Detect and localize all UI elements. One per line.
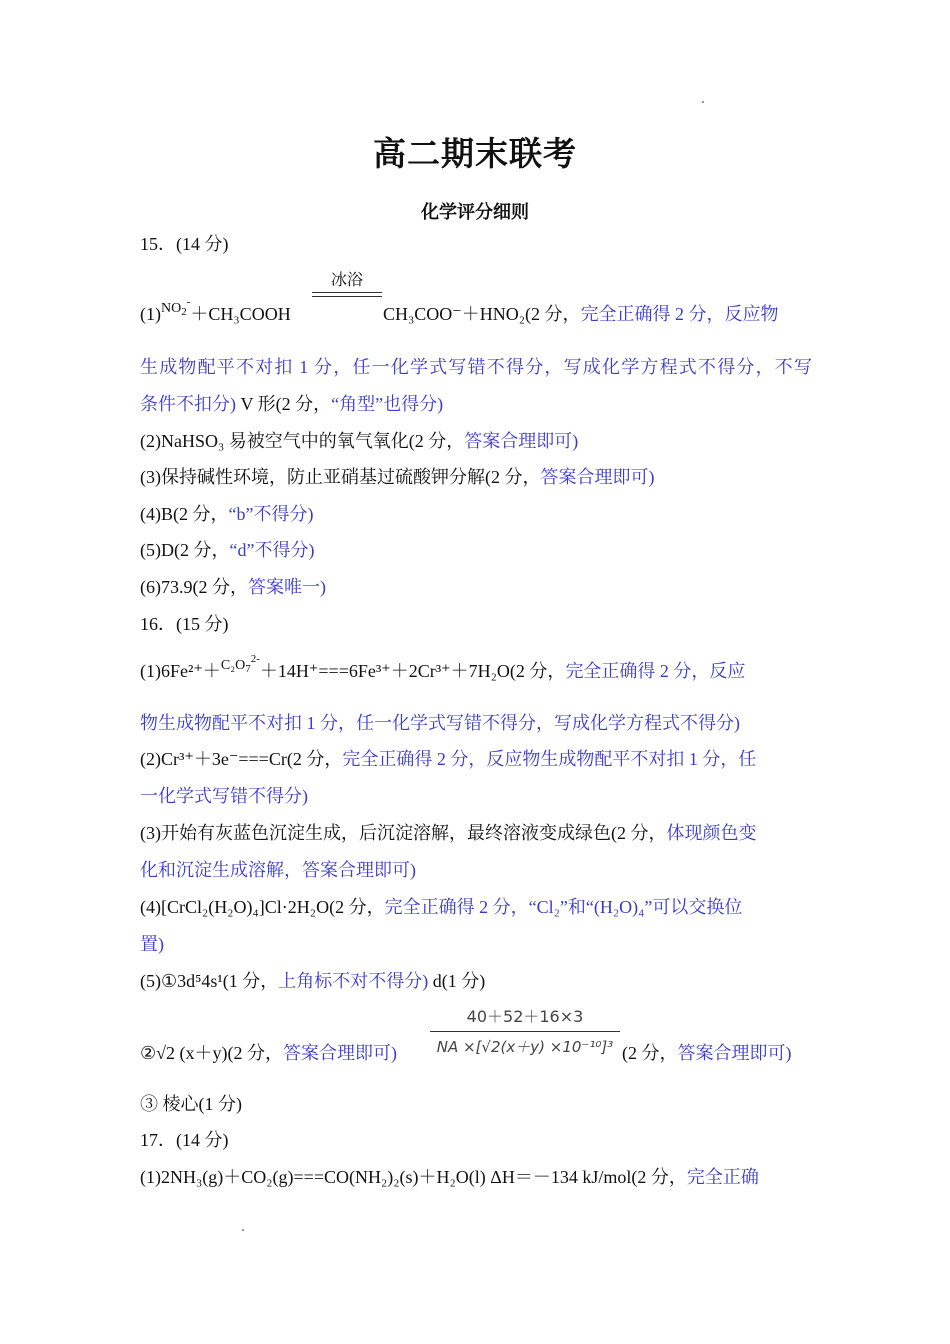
dichromate-ion: C₂O72-	[220, 653, 260, 675]
page-subtitle: 化学评分细则	[421, 202, 529, 222]
scoring-note: 完全正确得 2 分，反应物	[580, 304, 779, 324]
scoring-note: 完全正确得 2 分，“Cl₂”和“(H₂O)₄”可以交换位	[384, 897, 743, 917]
arrow-condition-label: 冰浴	[330, 272, 363, 289]
q16-item1-line2	[140, 711, 812, 735]
q16-item5-part2	[140, 1041, 812, 1065]
answer-text: (2)Cr³⁺＋3e⁻===Cr(2 分，	[140, 749, 343, 769]
formula-numerator: 40＋52＋16×3	[430, 1004, 620, 1032]
answer-text: (3)保持碱性环境，防止亚硝基过硫酸钾分解(2 分，	[140, 467, 541, 487]
q15-item1-line1	[140, 296, 812, 329]
nitrite-ion: NO2-	[161, 296, 191, 318]
q15-item4	[140, 502, 812, 526]
scoring-note: 化和沉淀生成溶解，答案合理即可)	[140, 860, 416, 880]
q16-item2-line1	[140, 747, 812, 771]
answer-text: (5)D(2 分，	[140, 540, 230, 560]
q15-item1-line3	[140, 392, 812, 416]
scoring-note: 条件不扣分)	[140, 394, 236, 414]
q15-item2	[140, 429, 812, 453]
q15-header: 15．(14 分)	[140, 234, 229, 254]
equation-right: ＋14H⁺===6Fe³⁺＋2Cr³⁺＋7H₂O(2 分，	[259, 661, 566, 681]
scoring-note: 置)	[140, 934, 164, 954]
q16-item1-line1	[140, 653, 812, 686]
q17-header: 17．(14 分)	[140, 1130, 229, 1150]
scoring-note: 答案唯一)	[247, 577, 326, 597]
q16-header: 16．(15 分)	[140, 614, 229, 634]
scoring-note: 完全正确	[686, 1167, 759, 1187]
answer-text: (2)NaHSO₃ 易被空气中的氧气氧化(2 分，	[140, 431, 465, 451]
answer-text: (4)[CrCl₂(H₂O)₄]Cl·2H₂O(2 分，	[140, 897, 385, 917]
answer-text: (6)73.9(2 分，	[140, 577, 248, 597]
scoring-note: “b”不得分)	[228, 504, 314, 524]
scoring-note: 上角标不对不得分)	[278, 971, 429, 991]
answer-text: (3)开始有灰蓝色沉淀生成，后沉淀溶解，最终溶液变成绿色(2 分，	[140, 823, 667, 843]
answer-text: (1)2NH₃(g)＋CO₂(g)===CO(NH₂)₂(s)＋H₂O(l) ΔH＝－134 kJ/mol(2 分，	[140, 1167, 687, 1187]
q16-item5-part3: ③ 棱心(1 分)	[140, 1094, 242, 1114]
scoring-note: 完全正确得 2 分，反应	[565, 661, 746, 681]
answer-text: (4)B(2 分，	[140, 504, 229, 524]
q16-item3-line1	[140, 821, 812, 845]
formula-tail	[622, 1041, 792, 1065]
nitrite-ion-text: NO	[161, 301, 182, 316]
arrow-bars	[312, 292, 382, 297]
q16-item4-line2	[140, 932, 812, 956]
scoring-note: 生成物配平不对扣 1 分，任一化学式写错不得分，写成化学方程式不得分，不写	[140, 357, 812, 377]
answer-text: V 形(2 分，	[236, 394, 332, 414]
answer-text: ②√2 (x＋y)(2 分，	[140, 1043, 283, 1063]
q16-item4-line1	[140, 895, 812, 919]
scoring-note: 答案合理即可)	[283, 1043, 397, 1063]
item-number: (1)	[140, 304, 161, 324]
answer-text: (2 分，	[622, 1043, 678, 1063]
q15-item1-line2	[140, 355, 812, 379]
formula-denominator: NA ×[√2(x＋y) ×10⁻¹⁰]³	[436, 1038, 614, 1056]
dichromate-ion-text: C₂O	[220, 658, 246, 673]
equation-left: (1)6Fe²⁺＋	[140, 661, 221, 681]
scoring-note: “角型”也得分)	[331, 394, 444, 414]
scoring-note: 体现颜色变	[666, 823, 757, 843]
reactant-text: ＋CH₃COOH	[190, 304, 291, 324]
scoring-note: 完全正确得 2 分，反应物生成物配平不对扣 1 分，任	[342, 749, 757, 769]
q16-item2-line2	[140, 784, 812, 808]
page-title: 高二期末联考	[373, 137, 577, 173]
q16-item5-part1	[140, 969, 812, 993]
answer-text: (5)①3d⁵4s¹(1 分，	[140, 971, 279, 991]
q15-item6	[140, 575, 812, 599]
scoring-note: 答案合理即可)	[540, 467, 655, 487]
scoring-note: 答案合理即可)	[677, 1043, 792, 1063]
stray-dot	[242, 1229, 244, 1231]
reaction-condition-arrow	[312, 267, 382, 297]
scoring-note: “d”不得分)	[229, 540, 315, 560]
product-text: CH₃COO⁻＋HNO₂(2 分，	[383, 304, 581, 324]
scoring-note: 物生成物配平不对扣 1 分，任一化学式写错不得分，写成化学方程式不得分)	[140, 713, 740, 733]
scoring-note: 一化学式写错不得分)	[140, 786, 308, 806]
q15-item3	[140, 465, 812, 489]
q15-item5	[140, 538, 812, 562]
answer-text: d(1 分)	[428, 971, 486, 991]
product-text-group	[383, 302, 779, 326]
q16-item3-line2	[140, 858, 812, 882]
q17-item1-line1	[140, 1165, 812, 1189]
scoring-note: 答案合理即可)	[464, 431, 579, 451]
stray-dot	[702, 101, 704, 103]
